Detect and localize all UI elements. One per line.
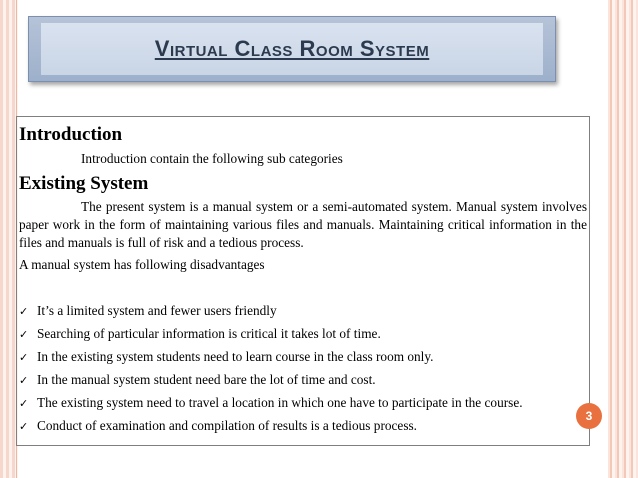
checkmark-icon: ✓ [19, 351, 29, 364]
disadvantages-list [19, 300, 587, 438]
list-item [19, 300, 587, 323]
slide-title: Virtual Class Room System [154, 36, 430, 61]
page-number-badge: 3 [576, 403, 602, 429]
checkmark-icon: ✓ [19, 305, 29, 318]
content-box [16, 116, 590, 446]
intro-heading: Introduction [19, 124, 123, 145]
disadvantages-intro: A manual system has following disadvantages [19, 257, 265, 272]
list-item-text: It’s a limited system and fewer users friendly [37, 303, 277, 318]
list-item [19, 415, 587, 438]
list-item-text: In the existing system students need to learn course in the class room only. [37, 349, 434, 364]
right-decorative-stripes [608, 0, 638, 478]
list-item [19, 323, 587, 346]
existing-system-paragraph: The present system is a manual system or a semi-automated system. Manual system involves paper work in the form of maintaining various files and manuals. Maintaining critical information in the files and manuals is full of risk and a tedious process. [19, 199, 587, 250]
list-item-text: Conduct of examination and compilation of results is a tedious process. [37, 418, 417, 433]
list-item [19, 392, 587, 415]
checkmark-icon: ✓ [19, 420, 29, 433]
list-item-text: In the manual system student need bare the lot of time and cost. [37, 372, 376, 387]
existing-system-heading: Existing System [19, 173, 149, 194]
list-item [19, 346, 587, 369]
list-item [19, 369, 587, 392]
list-item-text: Searching of particular information is critical it takes lot of time. [37, 326, 381, 341]
title-banner [28, 16, 556, 82]
checkmark-icon: ✓ [19, 374, 29, 387]
title-banner-inner [41, 23, 543, 75]
intro-text: Introduction contain the following sub categories [81, 151, 343, 166]
checkmark-icon: ✓ [19, 328, 29, 341]
checkmark-icon: ✓ [19, 397, 29, 410]
list-item-text: The existing system need to travel a location in which one have to participate in the course. [37, 395, 523, 410]
